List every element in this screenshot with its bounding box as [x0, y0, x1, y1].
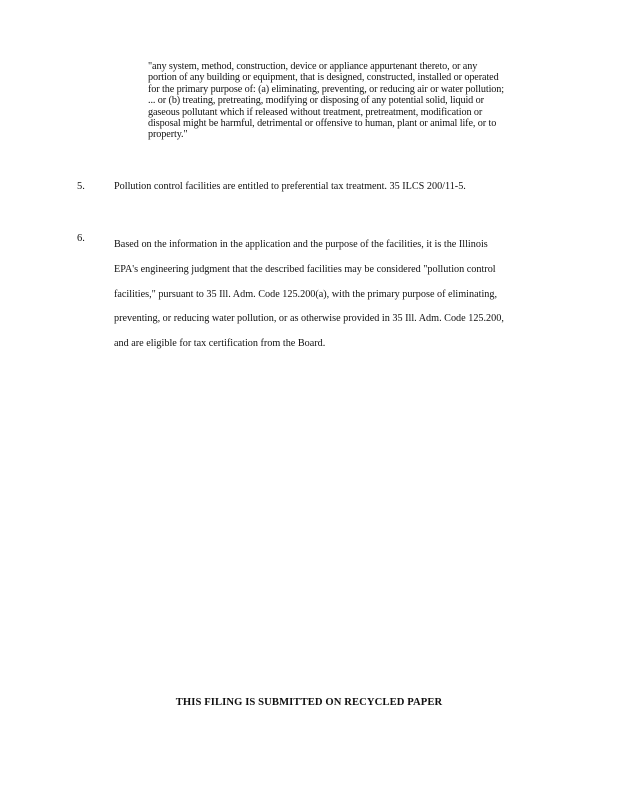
quote-line: portion of any building or equipment, that is designed, constructed, installed or operated	[148, 72, 499, 84]
paragraph-6-line: preventing, or reducing water pollution, or as otherwise provided in 35 Ill. Adm. Code 125.200,	[114, 313, 504, 325]
paragraph-6-number: 6.	[77, 233, 85, 244]
paragraph-5-number: 5.	[77, 181, 85, 192]
statutory-quote-block	[148, 61, 540, 141]
recycled-paper-footer: THIS FILING IS SUBMITTED ON RECYCLED PAPER	[175, 697, 443, 708]
paragraph-6-line: EPA's engineering judgment that the described facilities may be considered "pollution control	[114, 263, 496, 275]
quote-line: ... or (b) treating, pretreating, modifying or disposing of any potential solid, liquid or	[148, 95, 484, 107]
quote-line: "any system, method, construction, device or appliance appurtenant thereto, or any	[148, 61, 478, 72]
quote-line: disposal might be harmful, detrimental or offensive to human, plant or animal life, or to	[148, 118, 497, 130]
paragraph-6-line: Based on the information in the application and the purpose of the facilities, it is the Illinois	[114, 239, 488, 250]
paragraph-6-line: facilities," pursuant to 35 Ill. Adm. Code 125.200(a), with the primary purpose of eliminating,	[114, 288, 498, 300]
quote-line: property."	[148, 129, 188, 141]
paragraph-5-text: Pollution control facilities are entitled to preferential tax treatment. 35 ILCS 200/11-5.	[114, 181, 466, 192]
quote-line: gaseous pollutant which if released without treatment, pretreatment, modification or	[148, 106, 483, 118]
quote-line: for the primary purpose of: (a) eliminating, preventing, or reducing air or water pollution;	[148, 83, 505, 95]
paragraph-6-text	[114, 233, 544, 357]
paragraph-6-line: and are eligible for tax certification from the Board.	[114, 338, 326, 350]
